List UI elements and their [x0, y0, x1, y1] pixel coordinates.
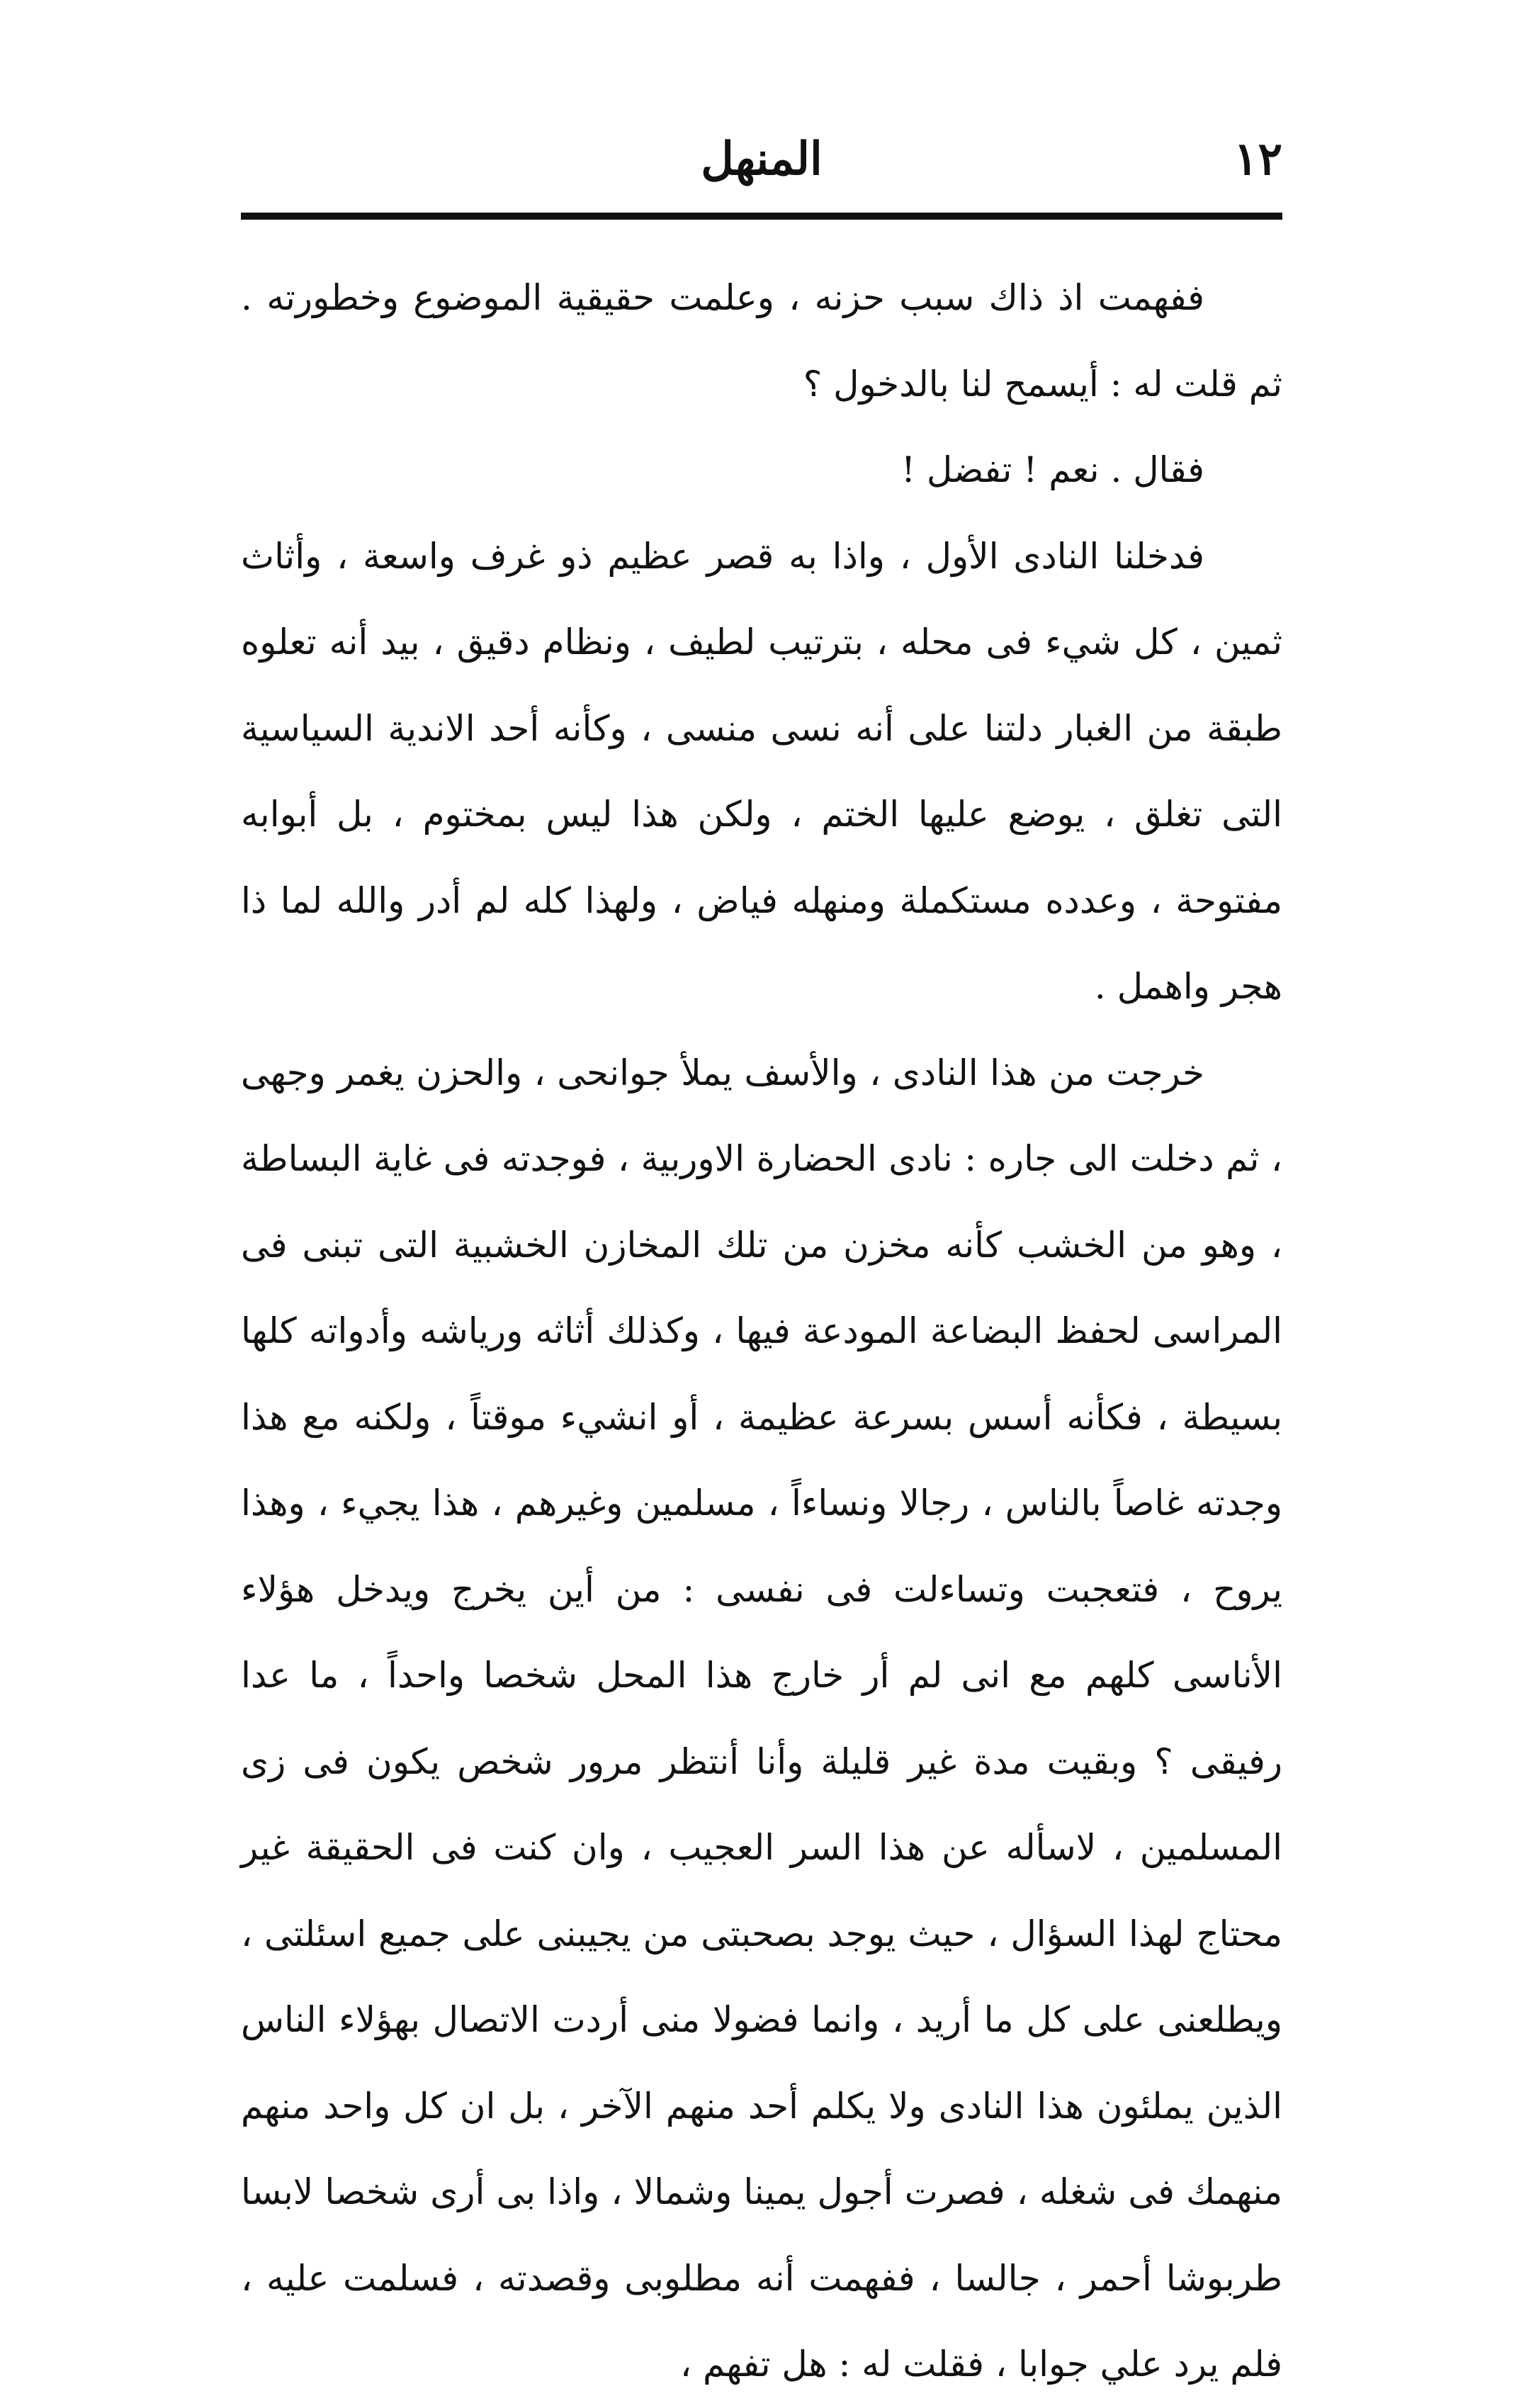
paragraph-3: فدخلنا النادى الأول ، واذا به قصر عظيم ذو غرف واسعة ، وأثاث ثمين ، كل شيء فى محله ، بترتيب لطيف ، ونظام دقيق ، بيد أنه تعلوه طبقة من الغبار دلتنا على أنه نسى منسى ، وكأنه أحد الاندية السياسية التى تغلق ، يوضع عليها الختم ، ولكن هذا ليس بمختوم ، بل أبوابه مفتوحة ، وعدده مستكملة ومنهله فياض ، ولهذا كله لم أدر والله لما ذا هجر واهمل .	[241, 535, 1282, 1007]
page-header	[241, 131, 1282, 209]
header-rule	[241, 213, 1282, 220]
paragraph-4: خرجت من هذا النادى ، والأسف يملأ جوانحى ، والحزن يغمر وجهى ، ثم دخلت الى جاره : نادى الحضارة الاوربية ، فوجدته فى غاية البساطة ، وهو من الخشب كأنه مخزن من تلك المخازن الخشبية التى تبنى فى المراسى لحفظ البضاعة المودعة فيها ، وكذلك أثاثه ورياشه وأدواته كلها بسيطة ، فكأنه أسس بسرعة عظيمة ، أو انشيء موقتاً ، ولكنه مع هذا وجدته غاصاً بالناس ، رجالا ونساءاً ، مسلمين وغيرهم ، هذا يجيء ، وهذا يروح ، فتعجبت وتساءلت فى نفسى : من أين يخرج ويدخل هؤلاء الأناسى كلهم مع انى لم أر خارج هذا المحل شخصا واحداً ، ما عدا رفيقى ؟ وبقيت مدة غير قليلة وأنا أنتظر مرور شخص يكون فى زى المسلمين ، لاسأله عن هذا السر العجيب ، وان كنت فى الحقيقة غير محتاج لهذا السؤال ، حيث يوجد بصحبتى من يجيبنى على جميع اسئلتى ، ويطلعنى على كل ما أريد ، وانما فضولا منى أردت الاتصال بهؤلاء الناس الذين يملئون هذا النادى ولا يكلم أحد منهم الآخر ، بل ان كل واحد منهم منهمك فى شغله ، فصرت أجول يمينا وشمالا ، واذا بى أرى شخصا لابسا طربوشا أحمر ، جالسا ، ففهمت أنه مطلوبى وقصدته ، فسلمت عليه ، فلم يرد علي جوابا ، فقلت له : هل تفهم ،	[241, 1052, 1282, 2385]
paragraph-1: ففهمت اذ ذاك سبب حزنه ، وعلمت حقيقية الموضوع وخطورته . ثم قلت له : أيسمح لنا بالدخول ؟	[241, 277, 1282, 405]
running-title: المنهل	[701, 133, 823, 186]
body-text	[241, 255, 1282, 2408]
page-number: ١٢	[1233, 133, 1282, 186]
paragraph-2: فقال . نعم ! تفضل !	[900, 449, 1204, 490]
